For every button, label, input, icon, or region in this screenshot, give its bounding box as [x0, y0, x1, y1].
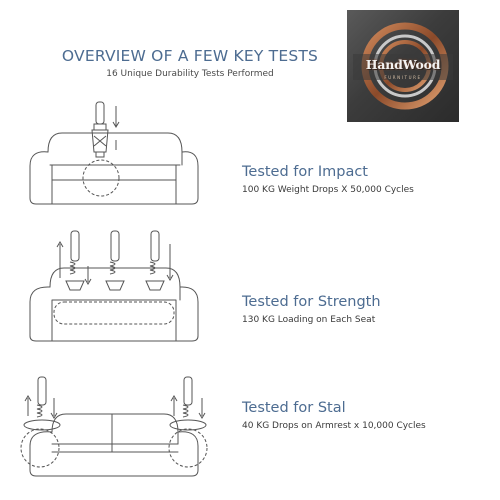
test-impact	[242, 164, 414, 195]
test-description: 100 KG Weight Drops X 50,000 Cycles	[242, 185, 414, 195]
test-stability	[242, 400, 426, 431]
test-description: 40 KG Drops on Armrest x 10,000 Cycles	[242, 421, 426, 431]
page-subtitle: 16 Unique Durability Tests Performed	[106, 69, 274, 79]
test-title: Tested for Strength	[242, 294, 381, 310]
page-title: OVERVIEW OF A FEW KEY TESTS	[61, 47, 319, 65]
logo-wordmark: HandWood	[365, 57, 441, 72]
test-strength	[242, 294, 381, 325]
test-title: Tested for Impact	[242, 164, 368, 180]
test-title: Tested for Stal	[242, 400, 346, 416]
logo-tagline: FURNITURE	[384, 75, 422, 80]
test-description: 130 KG Loading on Each Seat	[242, 315, 376, 325]
